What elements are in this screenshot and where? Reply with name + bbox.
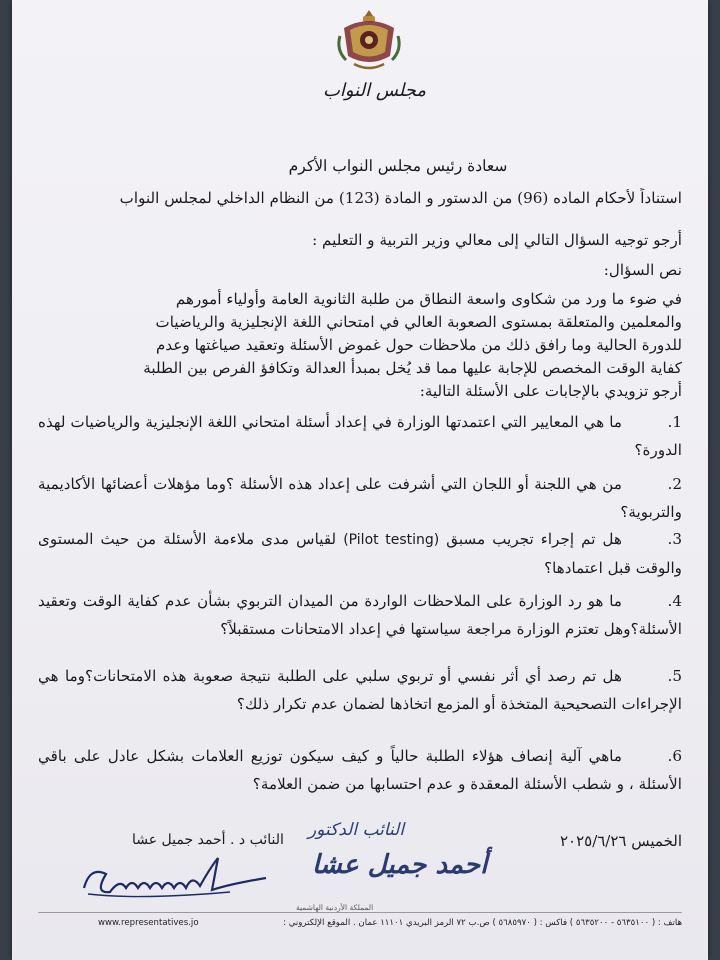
signature-icon (80, 848, 270, 906)
question-item (38, 408, 682, 464)
council-name: مجلس النواب (322, 80, 426, 101)
question-text: لقياس مدى ملاءمة الأسئلة من حيث المستوى والوقت قبل اعتمادها؟ (38, 530, 682, 577)
pilot-testing-term: (Pilot testing) (343, 532, 440, 548)
question-text: هل تم رصد أي أثر نفسي أو تربوي سلبي على الطلبة نتيجة صعوبة هذه الامتحانات؟وما هي الإجراءات التصحيحية المتخذة أو المزمع اتخاذها لضمان عدم تكرار ذلك؟ (38, 667, 682, 713)
intro-line: أرجو تزويدي بالإجابات على الأسئلة التالية: (419, 382, 682, 400)
question-number: 2. (667, 475, 682, 493)
question-number: 6. (667, 747, 682, 765)
stamp-name: أحمد جميل عشا (312, 850, 488, 880)
letter-date: الخميس ٢٠٢٥/٦/٢٦ (559, 832, 682, 850)
question-intro (38, 288, 682, 403)
question-number: 4. (667, 592, 682, 610)
intro-line: للدورة الحالية وما رافق ذلك من ملاحظات حول غموض الأسئلة وتعقيد صياغتها وعدم (156, 336, 682, 354)
question-heading: نص السؤال: (603, 261, 682, 279)
question-text: ماهي آلية إنصاف هؤلاء الطلبة حالياً و كيف سيكون توزيع العلامات بشكل عادل على باقي الأسئلة ، و شطب الأسئلة المعقدة و عدم احتسابها من ضمن العلامة؟ (38, 747, 682, 793)
intro-line: في ضوء ما ورد من شكاوى واسعة النطاق من طلبة الثانوية العامة وأولياء أمورهم (175, 290, 682, 308)
question-number: 5. (667, 667, 682, 685)
letter-page (12, 0, 708, 960)
question-text: من هي اللجنة أو اللجان التي أشرفت على إعداد هذه الأسئلة ؟وما مؤهلات أعضائها الأكاديمية والتربوية؟ (38, 475, 682, 521)
deputy-name: النائب د . أحمد جميل عشا (132, 832, 284, 848)
coat-of-arms-icon (334, 6, 404, 74)
intro-line: كفاية الوقت المخصص للإجابة عليها مما قد يُخل بمبدأ العدالة وتكافؤ الفرص بين الطلبة (143, 359, 682, 377)
question-item (38, 587, 682, 643)
question-item (38, 742, 682, 798)
footer-divider (38, 912, 682, 913)
question-number: 1. (667, 413, 682, 431)
question-text: ما هو رد الوزارة على الملاحظات الواردة من الميدان التربوي بشأن عدم كفاية الوقت وتعقيد الأسئلة؟وهل تعتزم الوزارة مراجعة سياستها في إعداد الامتحانات مستقبلاً؟ (38, 592, 682, 638)
question-text: هل تم إجراء تجريب مسبق (446, 530, 622, 548)
footer-website: www.representatives.jo (98, 918, 199, 928)
question-item (38, 662, 682, 718)
question-direction: أرجو توجيه السؤال التالي إلى معالي وزير التربية و التعليم : (312, 231, 682, 249)
signature-block (12, 820, 708, 910)
question-text: ما هي المعايير التي اعتمدتها الوزارة في إعداد أسئلة امتحاني اللغة الإنجليزية والرياضيات لهذه الدورة؟ (38, 413, 682, 459)
footer-contact: هاتف : ( ٥٦٣٥١٠٠ - ٥٦٣٥٢٠٠ ) فاكس : ( ٥٦٨٥٩٧٠ ) ص.ب ٧٢ الرمز البريدي ١١١٠١ عمان . الموقع الإلكتروني : (283, 918, 682, 928)
salutation: سعادة رئيس مجلس النواب الأكرم (288, 157, 508, 175)
intro-line: والمعلمين والمتعلقة بمستوى الصعوبة العالي في امتحاني اللغة الإنجليزية والرياضيات (155, 313, 682, 331)
footer-organization: المملكة الأردنية الهاشمية (292, 903, 377, 912)
question-item (38, 525, 682, 582)
legal-basis: استناداً لأحكام الماده (96) من الدستور و المادة (123) من النظام الداخلي لمجلس النواب (119, 189, 682, 207)
stamp-title: النائب الدكتور (308, 820, 405, 840)
question-item (38, 470, 682, 526)
question-number: 3. (667, 530, 682, 548)
